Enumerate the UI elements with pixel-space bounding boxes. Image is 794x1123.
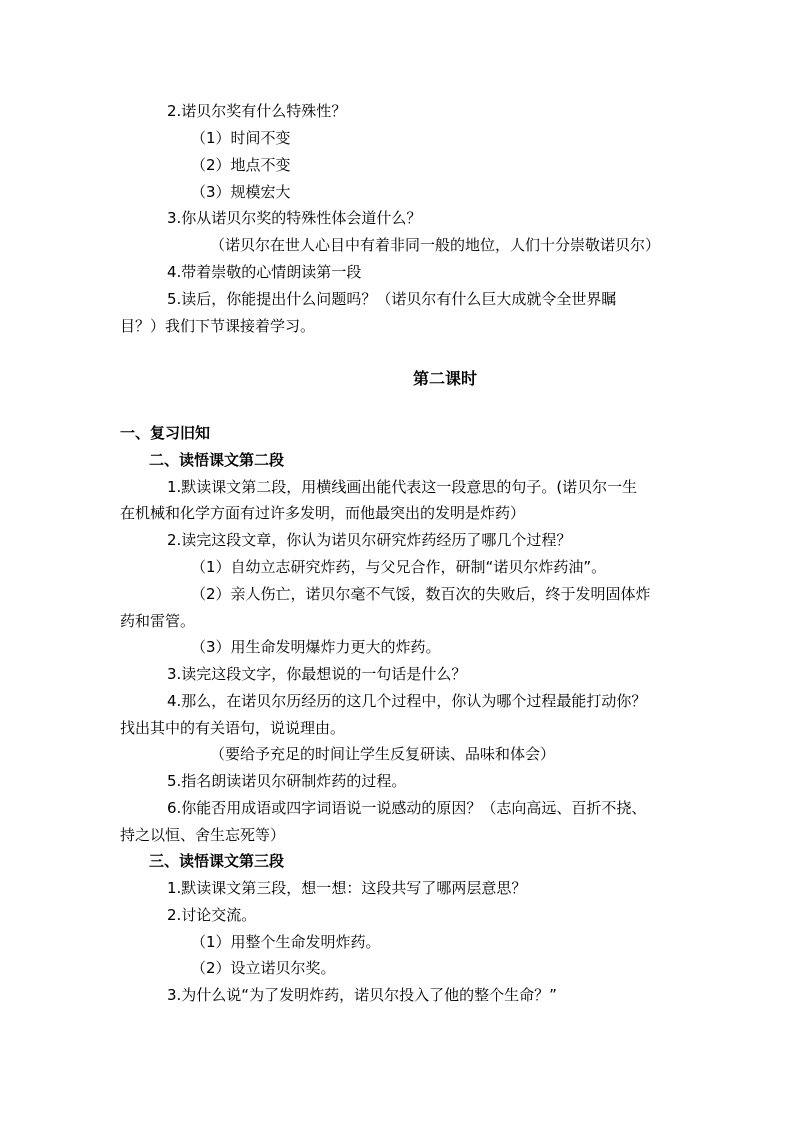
p2-step-2-item-2-line-1: （2）亲人伤亡，诺贝尔毫不气馁，数百次的失败后，终于发明固体炸 (191, 585, 651, 603)
question-2: 2.诺贝尔奖有什么特殊性？ (167, 102, 347, 120)
p3-step-3: 3.为什么说“为了发明炸药，诺贝尔投入了他的整个生命？” (167, 986, 557, 1004)
answer-2-3: （3）规模宏大 (191, 183, 291, 201)
step-5-line-1: 5.读后，你能提出什么问题吗？（诺贝尔有什么巨大成就令全世界瞩 (167, 290, 617, 308)
p2-step-1-line-2: 在机械和化学方面有过许多发明，而他最突出的发明是炸药） (120, 504, 526, 522)
p2-step-2-item-2-line-2: 药和雷管。 (120, 612, 196, 630)
step-5-line-2: 目？）我们下节课接着学习。 (120, 317, 316, 335)
p3-step-2-item-2: （2）设立诺贝尔奖。 (191, 959, 336, 977)
p3-step-2-item-1: （1）用整个生命发明炸药。 (191, 933, 381, 951)
p2-step-1-line-1: 1.默读课文第二段，用横线画出能代表这一段意思的句子。(诺贝尔一生 (167, 478, 638, 496)
answer-2-2: （2）地点不变 (191, 156, 291, 174)
p2-step-2-item-1: （1）自幼立志研究炸药，与父兄合作，研制“诺贝尔炸药油”。 (191, 558, 607, 576)
p2-step-4-line-1: 4.那么，在诺贝尔历经历的这几个过程中，你认为哪个过程最能打动你？ (167, 692, 647, 710)
answer-3: （诺贝尔在世人心目中有着非同一般的地位，人们十分崇敬诺贝尔） (210, 236, 661, 254)
answer-2-1: （1）时间不变 (191, 129, 291, 147)
p2-step-2-item-3: （3）用生命发明爆炸力更大的炸药。 (191, 638, 441, 656)
p2-step-2: 2.读完这段文章，你认为诺贝尔研究炸药经历了哪几个过程？ (167, 531, 572, 549)
heading-part-2: 二、读悟课文第二段 (149, 451, 285, 469)
p2-step-6-line-2: 持之以恒、舍生忘死等） (120, 826, 286, 844)
p3-step-2: 2.讨论交流。 (167, 906, 257, 924)
heading-part-3: 三、读悟课文第三段 (149, 852, 285, 870)
step-4: 4.带着崇敬的心情朗读第一段 (167, 263, 362, 281)
p2-step-4-line-2: 找出其中的有关语句，说说理由。 (120, 719, 346, 737)
p2-step-5: 5.指名朗读诺贝尔研制炸药的过程。 (167, 772, 407, 790)
section-title: 第二课时 (413, 369, 478, 388)
p3-step-1: 1.默读课文第三段，想一想：这段共写了哪两层意思？ (167, 879, 527, 897)
question-3: 3.你从诺贝尔奖的特殊性体会道什么？ (167, 209, 422, 227)
heading-part-1: 一、复习旧知 (120, 424, 211, 442)
p2-step-3: 3.读完这段文字，你最想说的一句话是什么？ (167, 665, 467, 683)
p2-step-4-note: （要给予充足的时间让学生反复研读、品味和体会） (210, 745, 556, 763)
p2-step-6-line-1: 6.你能否用成语或四字词语说一说感动的原因？（志向高远、百折不挠、 (167, 799, 647, 817)
